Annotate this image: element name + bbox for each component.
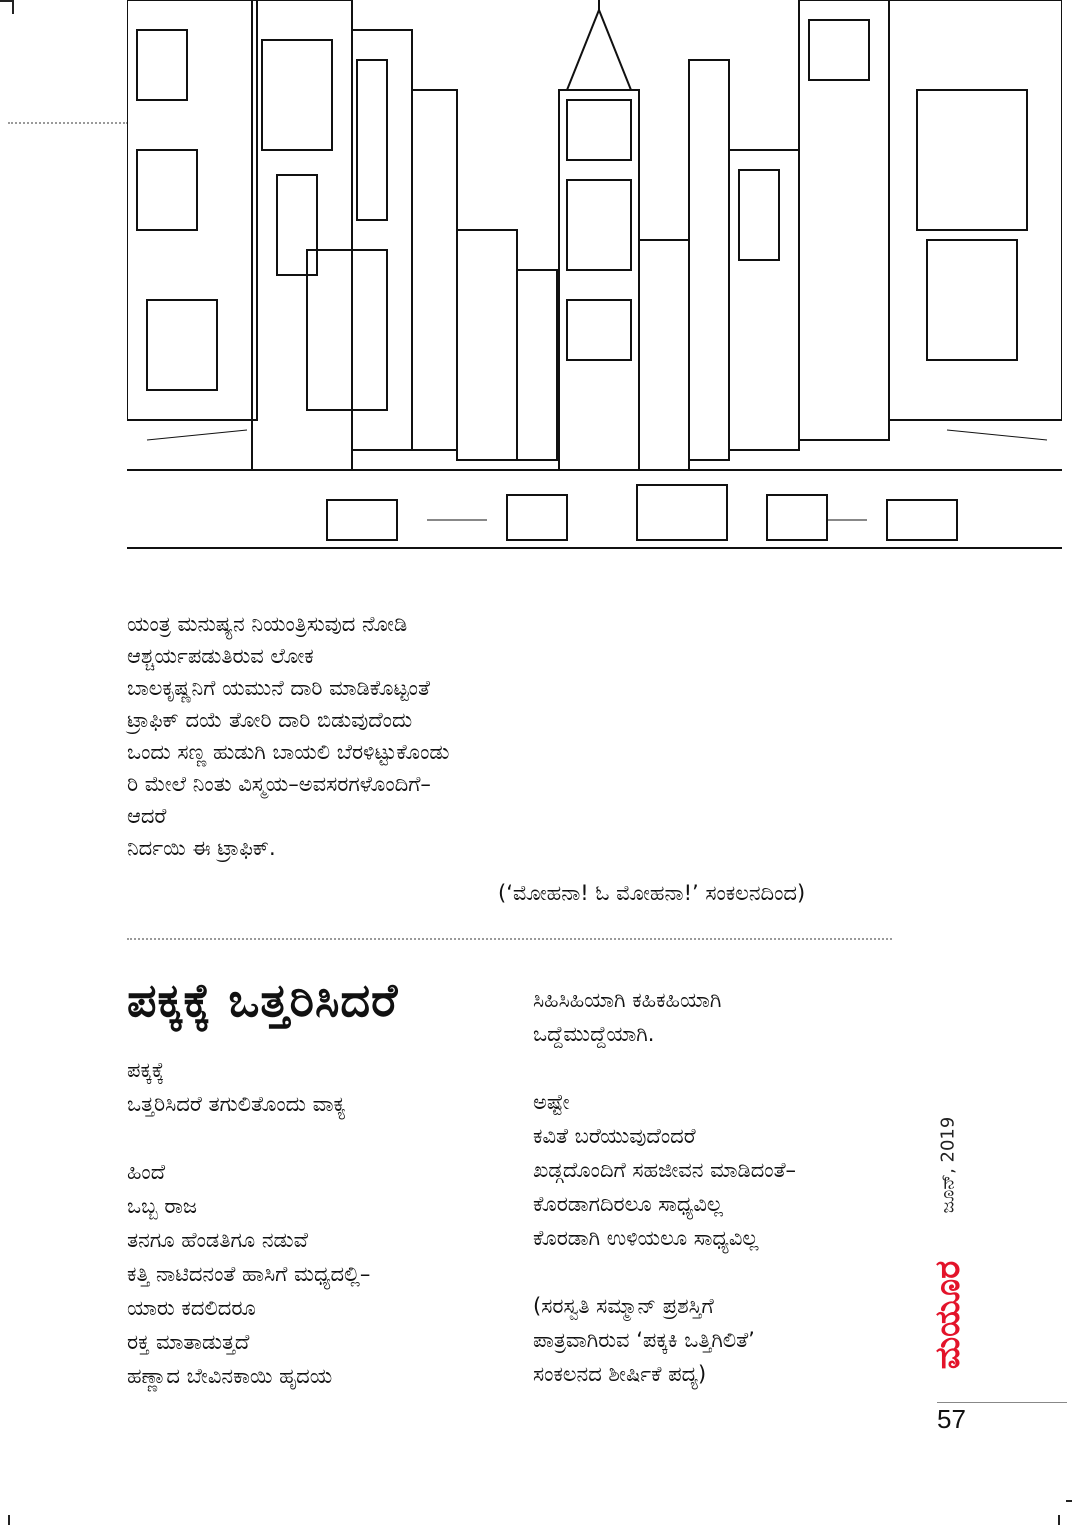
poem-line: ಯಾರು ಕದಲಿದರೂ [127, 1296, 256, 1320]
dotted-guide [8, 122, 128, 124]
poem-line: ಟ್ರಾಫಿಕ್ ದಯೆ ತೋರಿ ದಾರಿ ಬಿಡುವುದೆಂದು [127, 708, 413, 732]
poem-line: ಕೊರಡಾಗಿ ಉಳಿಯಲೂ ಸಾಧ್ಯವಿಲ್ಲ [533, 1226, 759, 1250]
poem-line: ಪಾತ್ರವಾಗಿರುವ ‘ಪಕ್ಕಕಿ ಒತ್ತಿಗಿಲಿತೆ’ [533, 1328, 755, 1352]
crop-mark [1058, 1515, 1060, 1525]
poem-line: ಹಣ್ಣಾದ ಬೇವಿನಕಾಯಿ ಹೃದಯ [127, 1364, 333, 1388]
poem-line: ಅಷ್ಟೇ [533, 1090, 570, 1114]
poem-line: ನಿರ್ದಯಿ ಈ ಟ್ರಾಫಿಕ್. [127, 836, 276, 860]
issue-date [928, 1110, 968, 1220]
section-divider [127, 938, 892, 940]
poem-title: ಪಕ್ಕಕ್ಕೆ ಒತ್ತರಿಸಿದರೆ [127, 973, 399, 1027]
poem-line: (ಸರಸ್ವತಿ ಸಮ್ಮಾನ್ ಪ್ರಶಸ್ತಿಗೆ [533, 1294, 714, 1318]
stanza-break [127, 1121, 370, 1155]
city-street-sketch-icon [127, 0, 1062, 552]
poem-column-left [127, 1053, 370, 1393]
poem-line: ರಕ್ತ ಮಾತಾಡುತ್ತದೆ [127, 1330, 250, 1354]
issue-date-text: ಜೂನ್, 2019 [937, 1116, 959, 1214]
poem-line: ಒತ್ತರಿಸಿದರೆ ತಗುಲಿತೊಂದು ವಾಕ್ಯ [127, 1092, 346, 1116]
poem-line: ತನಗೂ ಹೆಂಡತಿಗೂ ನಡುವೆ [127, 1228, 308, 1252]
city-street-illustration [127, 0, 1062, 552]
magazine-name: ಮಯೂರ [928, 1260, 968, 1370]
page-number-rule [937, 1402, 1067, 1403]
poem-line: ಸಿಹಿಸಿಹಿಯಾಗಿ ಕಹಿಕಹಿಯಾಗಿ [533, 988, 722, 1012]
poem-line: ಯಂತ್ರ ಮನುಷ್ಯನ ನಿಯಂತ್ರಿಸುವುದ ನೋಡಿ [127, 612, 408, 636]
stanza-break [533, 1051, 796, 1085]
stanza-break [533, 1255, 796, 1289]
crop-mark [1066, 1500, 1072, 1502]
poem-line: ಒಬ್ಬ ರಾಜ [127, 1194, 198, 1218]
poem-line: ರಿ ಮೇಲೆ ನಿಂತು ವಿಸ್ಮಯ–ಅವಸರಗಳೊಂದಿಗೆ– [127, 772, 431, 796]
magazine-logo [928, 1240, 968, 1390]
poem-line: ಹಿಂದೆ [127, 1160, 166, 1184]
poem-line: ಪಕ್ಕಕ್ಕೆ [127, 1058, 165, 1082]
poem-line: ಕವಿತೆ ಬರೆಯುವುದೆಂದರೆ [533, 1124, 696, 1148]
poem-line: ಕೊರಡಾಗದಿರಲೂ ಸಾಧ್ಯವಿಲ್ಲ [533, 1192, 723, 1216]
poem-line: ಖಡ್ಗದೊಂದಿಗೆ ಸಹಜೀವನ ಮಾಡಿದಂತೆ– [533, 1158, 797, 1182]
poem-top [127, 608, 907, 864]
page-number: 57 [937, 1404, 966, 1434]
poem-line: ಕತ್ತಿ ನಾಟಿದನಂತೆ ಹಾಸಿಗೆ ಮಧ್ಯದಲ್ಲಿ– [127, 1262, 371, 1286]
poem-column-right [533, 983, 796, 1391]
poem-line: ಒಂದು ಸಣ್ಣ ಹುಡುಗಿ ಬಾಯಲಿ ಬೆರಳಿಟ್ಟುಕೊಂಡು [127, 740, 450, 764]
poem-line: ಒದ್ದೆಮುದ್ದೆಯಾಗಿ. [533, 1022, 655, 1046]
crop-mark [12, 0, 14, 14]
crop-mark [8, 1515, 10, 1525]
poem-line: ಆಶ್ಚರ್ಯಪಡುತಿರುವ ಲೋಕ [127, 644, 314, 668]
poem-line: ಆದರೆ [127, 804, 167, 828]
poem-line: ಬಾಲಕೃಷ್ಣನಿಗೆ ಯಮುನೆ ದಾರಿ ಮಾಡಿಕೊಟ್ಟಂತೆ [127, 676, 430, 700]
poem-source: (‘ಮೋಹನಾ! ಓ ಮೋಹನಾ!’ ಸಂಕಲನದಿಂದ) [498, 881, 806, 905]
poem-line: ಸಂಕಲನದ ಶೀರ್ಷಿಕೆ ಪದ್ಯ) [533, 1362, 707, 1386]
